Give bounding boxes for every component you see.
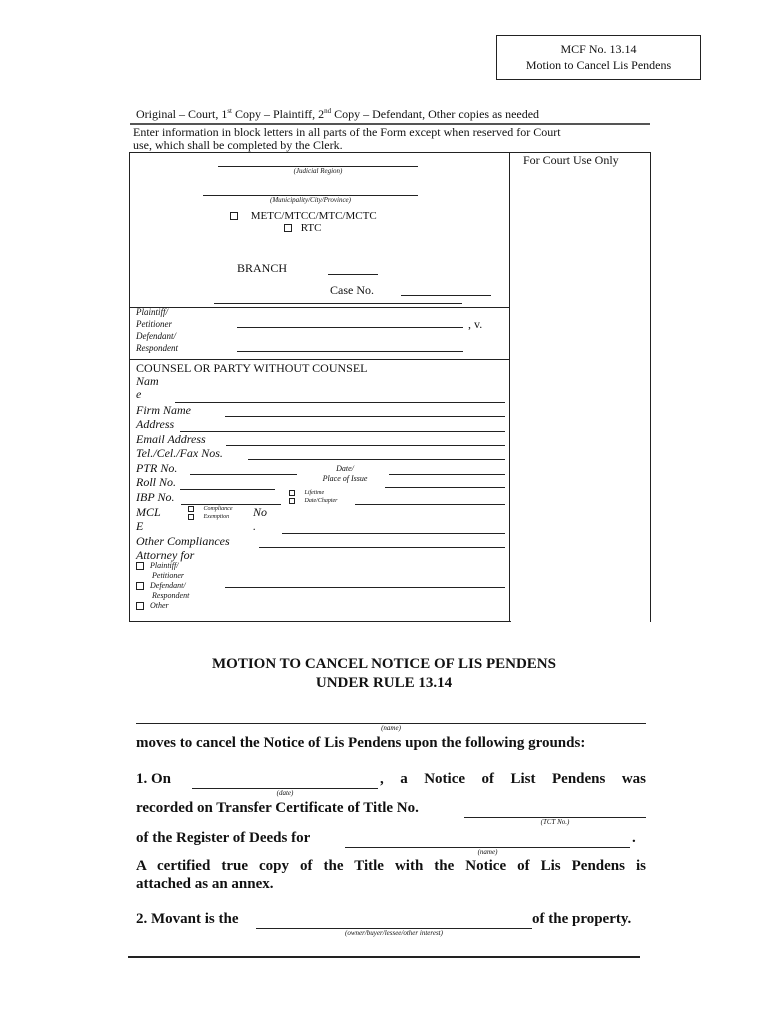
court-section-rule <box>214 303 462 304</box>
date-label: Date/ <box>336 464 354 473</box>
mcle-no-label-2: . <box>253 519 256 533</box>
ptr-field[interactable] <box>190 474 297 475</box>
plaintiff-label-1: Plaintiff/ <box>136 307 169 317</box>
instructions-line-2: use, which shall be completed by the Clerk. <box>133 138 343 152</box>
address-label: Address <box>136 417 175 431</box>
roll-label: Roll No. <box>136 475 177 489</box>
exemption-checkbox[interactable] <box>188 514 194 520</box>
name-field[interactable] <box>175 402 505 403</box>
metc-label: METC/MTCC/MTC/MCTC <box>250 210 377 222</box>
case-no-label: Case No. <box>330 283 374 297</box>
defendant-label-1: Defendant/ <box>136 331 176 341</box>
mcle-no-label <box>253 505 267 533</box>
email-field[interactable] <box>226 445 505 446</box>
copies-c: Copy – Defendant, Other copies as needed <box>331 107 540 121</box>
name-label-1: Nam <box>136 374 159 388</box>
bottom-rule <box>128 956 640 958</box>
tel-field[interactable] <box>248 459 505 460</box>
p2-after: of the property. <box>532 911 632 927</box>
copies-a-sup: st <box>227 107 232 115</box>
date-place-field-2[interactable] <box>385 487 505 488</box>
tel-label: Tel./Cel./Fax Nos. <box>136 446 223 460</box>
af-other-checkbox[interactable] <box>136 602 144 610</box>
form-frame-right <box>650 152 651 622</box>
court-section-rule-2 <box>130 307 510 308</box>
municipality-caption: (Municipality/City/Province) <box>270 196 351 204</box>
mcle-label <box>136 505 161 533</box>
form-frame-bottom <box>129 621 511 622</box>
mcle-no-field[interactable] <box>282 533 505 534</box>
branch-field[interactable] <box>328 274 378 275</box>
form-frame-left <box>129 152 130 622</box>
mcle-no-label-1: No <box>253 505 268 519</box>
court-option-metc <box>230 210 377 222</box>
defendant-field[interactable] <box>237 351 463 352</box>
p1-register: of the Register of Deeds for <box>136 830 311 846</box>
court-use-label: For Court Use Only <box>523 153 619 167</box>
form-title: Motion to Cancel Lis Pendens <box>525 58 672 72</box>
versus-label: , v. <box>468 317 483 331</box>
case-no-field[interactable] <box>401 295 491 296</box>
p1-on: 1. On <box>136 771 172 787</box>
roll-field[interactable] <box>180 489 275 490</box>
ptr-label: PTR No. <box>136 461 178 475</box>
register-caption: (name) <box>477 848 498 856</box>
court-option-rtc <box>284 222 321 234</box>
copies-b: Copy – Plaintiff, 2 <box>232 107 325 121</box>
branch-label: BRANCH <box>237 261 288 275</box>
af-other-label: Other <box>150 601 169 610</box>
af-plaintiff-label-2: Petitioner <box>152 571 184 580</box>
address-field[interactable] <box>180 431 505 432</box>
tct-caption: (TCT No.) <box>540 818 570 826</box>
place-of-issue-label: Place of Issue <box>322 474 368 483</box>
copies-line <box>136 107 539 122</box>
af-defendant-checkbox[interactable] <box>136 582 144 590</box>
attorney-for-label: Attorney for <box>136 548 195 562</box>
defendant-label-2: Respondent <box>136 343 178 353</box>
instructions-line-1: Enter information in block letters in all parts of the Form except when reserved for Court <box>133 125 561 139</box>
exemption-label: Exemption <box>203 514 230 520</box>
plaintiff-label-2: Petitioner <box>136 319 172 329</box>
date-chapter-label: Date/Chapter <box>304 498 338 504</box>
date-chapter-checkbox[interactable] <box>289 498 295 504</box>
lifetime-label: Lifetime <box>304 490 325 496</box>
p1-date-caption: (date) <box>276 789 294 797</box>
name-label <box>136 375 159 401</box>
form-frame-divider <box>509 152 510 622</box>
interest-caption: (owner/buyer/lessee/other interest) <box>345 929 443 937</box>
af-defendant-label-2: Respondent <box>152 591 190 600</box>
mcle-label-2: E <box>136 519 144 533</box>
lifetime-field[interactable] <box>355 504 505 505</box>
firm-name-label: Firm Name <box>136 403 191 417</box>
email-label: Email Address <box>136 432 206 446</box>
judicial-region-caption: (Judicial Region) <box>293 167 343 175</box>
motion-title: MOTION TO CANCEL NOTICE OF LIS PENDENS <box>212 656 556 672</box>
p1-certified-1: A certified true copy of the Title with the Notice of Lis Pendens is <box>136 858 646 874</box>
plaintiff-label <box>136 306 178 354</box>
p1-after: , a Notice of List Pendens was <box>380 771 646 787</box>
p2-movant: 2. Movant is the <box>136 911 239 927</box>
rtc-label: RTC <box>300 222 322 234</box>
date-place-field[interactable] <box>389 474 505 475</box>
attorney-for-options <box>136 561 189 611</box>
form-number: MCF No. 13.14 <box>560 42 637 56</box>
mcle-options <box>188 505 233 521</box>
firm-name-field[interactable] <box>225 416 505 417</box>
mcle-label-1: MCL <box>136 505 161 519</box>
name-label-2: e <box>136 387 142 401</box>
p1-certified-2: attached as an annex. <box>136 876 274 892</box>
movant-name-caption: (name) <box>381 724 401 732</box>
rtc-checkbox[interactable] <box>284 224 292 232</box>
lifetime-checkbox[interactable] <box>289 490 295 496</box>
compliance-label: Compliance <box>203 506 233 512</box>
parties-rule <box>130 359 510 360</box>
p1-recorded: recorded on Transfer Certificate of Title No. <box>136 800 419 816</box>
af-plaintiff-checkbox[interactable] <box>136 562 144 570</box>
attorney-for-field[interactable] <box>225 587 505 588</box>
af-plaintiff-label-1: Plaintiff/ <box>150 561 179 570</box>
lifetime-option <box>289 489 338 505</box>
plaintiff-field[interactable] <box>237 327 463 328</box>
other-compliances-label: Other Compliances <box>136 534 230 548</box>
ibp-label: IBP No. <box>136 490 175 504</box>
counsel-heading: COUNSEL OR PARTY WITHOUT COUNSEL <box>136 361 368 375</box>
p1-period: . <box>632 830 636 846</box>
copies-a: Original – Court, 1 <box>136 107 228 121</box>
motion-subtitle: UNDER RULE 13.14 <box>315 675 453 691</box>
date-place-label <box>300 464 390 484</box>
af-defendant-label-1: Defendant/ <box>150 581 186 590</box>
moves-text: moves to cancel the Notice of Lis Pendens upon the following grounds: <box>136 735 586 751</box>
metc-checkbox[interactable] <box>230 212 238 220</box>
copies-b-sup: nd <box>324 107 332 115</box>
compliance-checkbox[interactable] <box>188 506 194 512</box>
form-number-box <box>496 35 701 80</box>
other-compliances-field[interactable] <box>259 547 505 548</box>
